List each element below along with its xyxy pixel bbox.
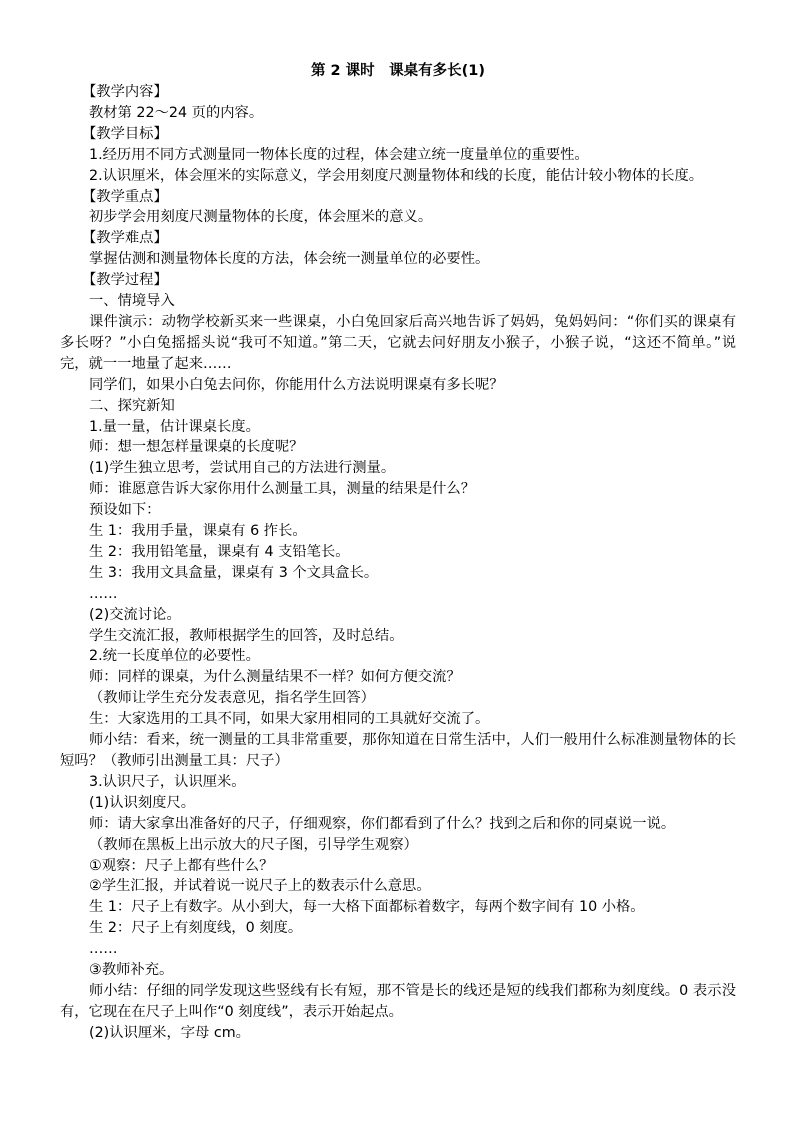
paragraph: …… — [89, 585, 118, 602]
paragraph: 1.量一量，估计课桌长度。 — [89, 418, 260, 435]
paragraph: ①观察：尺子上都有些什么？ — [89, 857, 274, 874]
paragraph: 生 1：我用手量，课桌有 6 拃长。 — [89, 523, 307, 540]
paragraph: 师：谁愿意告诉大家你用什么测量工具，测量的结果是什么？ — [89, 481, 476, 498]
paragraph: 师小结：仔细的同学发现这些竖线有长有短，那不管是长的线还是短的线我们都称为刻度线。0 表示没有，它现在在尺子上叫作“0 刻度线”，表示开始起点。 — [60, 982, 736, 1020]
paragraph: (1)认识刻度尺。 — [89, 794, 196, 811]
paragraph: (2)认识厘米，字母 cm。 — [89, 1024, 250, 1041]
paragraph: 同学们，如果小白兔去问你，你能用什么方法说明课桌有多长呢？ — [89, 376, 504, 393]
paragraph: 学生交流汇报，教师根据学生的回答，及时总结。 — [89, 627, 404, 644]
lesson-body — [60, 82, 736, 1044]
paragraph: 师：同样的课桌，为什么测量结果不一样？如何方便交流？ — [89, 669, 461, 686]
paragraph: 2.统一长度单位的必要性。 — [89, 648, 260, 665]
paragraph: 预设如下： — [89, 502, 161, 519]
paragraph: 二、探究新知 — [89, 397, 175, 414]
paragraph: 2.认识厘米，体会厘米的实际意义，学会用刻度尺测量物体和线的长度，能估计较小物体的长度。 — [89, 167, 704, 184]
paragraph: 生 3：我用文具盒量，课桌有 3 个文具盒长。 — [89, 564, 379, 581]
paragraph: ②学生汇报，并试着说一说尺子上的数表示什么意思。 — [89, 878, 431, 895]
section-heading: 【教学目标】 — [82, 125, 168, 142]
paragraph: 3.认识尺子，认识厘米。 — [89, 773, 246, 790]
paragraph: (1)学生独立思考，尝试用自己的方法进行测量。 — [89, 460, 396, 477]
paragraph: 一、情境导入 — [89, 293, 175, 310]
section-heading: 【教学内容】 — [82, 84, 168, 100]
paragraph: 生 2：尺子上有刻度线，0 刻度。 — [89, 920, 303, 937]
paragraph: （教师让学生充分发表意见，指名学生回答） — [89, 690, 375, 707]
paragraph: 生 1：尺子上有数字。从小到大，每一大格下面都标着数字，每两个数字间有 10 小格。 — [89, 899, 645, 916]
paragraph: …… — [89, 941, 118, 958]
section-heading: 【教学难点】 — [82, 230, 168, 247]
paragraph: 课件演示：动物学校新买来一些课桌，小白兔回家后高兴地告诉了妈妈，兔妈妈问：“你们买的课桌有多长呀？”小白兔摇摇头说“我可不知道。”第二天，它就去问好朋友小猴子，小猴子说，“这还不简单。”说完，就一一地量了起来…… — [60, 313, 736, 372]
paragraph: (2)交流讨论。 — [89, 606, 181, 623]
paragraph: 初步学会用刻度尺测量物体的长度，体会厘米的意义。 — [89, 209, 433, 226]
section-heading: 【教学过程】 — [82, 272, 168, 289]
paragraph: 生 2：我用铅笔量，课桌有 4 支铅笔长。 — [89, 543, 350, 560]
section-heading: 【教学重点】 — [82, 188, 168, 205]
paragraph: 教材第 22～24 页的内容。 — [89, 104, 264, 121]
paragraph: 生：大家选用的工具不同，如果大家用相同的工具就好交流了。 — [89, 711, 490, 728]
paragraph: ③教师补充。 — [89, 962, 174, 979]
paragraph: 师：请大家拿出准备好的尺子，仔细观察，你们都看到了什么？找到之后和你的同桌说一说。 — [89, 815, 676, 832]
lesson-title: 第 2 课时 课桌有多长(1) — [310, 63, 486, 79]
paragraph: 1.经历用不同方式测量同一物体长度的过程，体会建立统一度量单位的重要性。 — [89, 146, 589, 163]
paragraph: 师小结：看来，统一测量的工具非常重要，那你知道在日常生活中，人们一般用什么标准测量物体的长短吗？（教师引出测量工具：尺子） — [60, 732, 736, 769]
paragraph: 掌握估测和测量物体长度的方法，体会统一测量单位的必要性。 — [89, 251, 490, 268]
paragraph: 师：想一想怎样量课桌的长度呢？ — [89, 439, 304, 456]
document-page — [60, 60, 736, 1044]
paragraph: （教师在黑板上出示放大的尺子图，引导学生观察） — [89, 836, 418, 853]
